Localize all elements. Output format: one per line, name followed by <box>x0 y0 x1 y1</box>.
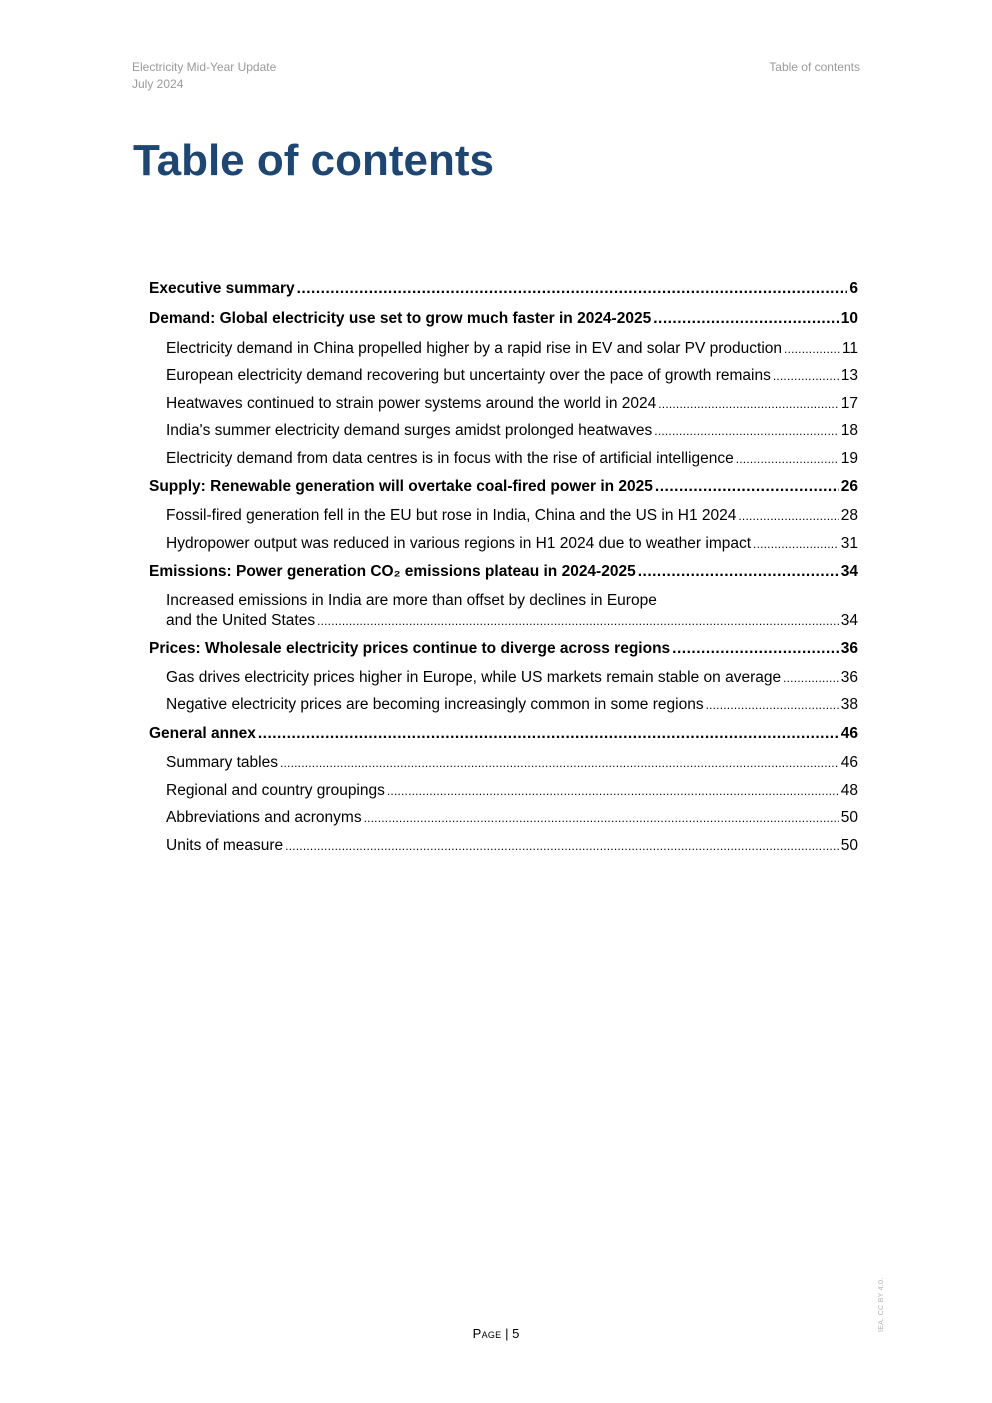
toc-entry-page: 19 <box>840 450 858 467</box>
toc-leader <box>317 612 839 630</box>
toc-entry-label: Heatwaves continued to strain power systems around the world in 2024 <box>166 395 657 412</box>
toc-entry-page: 11 <box>841 340 858 357</box>
toc-leader <box>387 782 839 800</box>
toc-entry[interactable] <box>149 280 858 302</box>
toc-entry-label: India's summer electricity demand surges amidst prolonged heatwaves <box>166 422 653 439</box>
toc-entry-page: 18 <box>840 422 858 439</box>
toc-entry-label: Fossil-fired generation fell in the EU but rose in India, China and the US in H1 2024 <box>166 507 737 524</box>
toc-entry-label: Supply: Renewable generation will overtake coal-fired power in 2025 <box>149 478 653 495</box>
toc-entry-label: Hydropower output was reduced in various regions in H1 2024 due to weather impact <box>166 535 752 552</box>
report-date: July 2024 <box>132 77 184 91</box>
license-note: IEA. CC BY 4.0. <box>878 1277 885 1332</box>
running-header-left <box>132 59 276 93</box>
toc-entry-page: 34 <box>840 612 858 629</box>
toc-subentry[interactable] <box>149 592 858 632</box>
toc-entry-page: 50 <box>840 809 858 826</box>
toc-leader <box>736 450 839 468</box>
toc-entry-label: Executive summary <box>149 280 295 297</box>
toc-subentry[interactable] <box>149 809 858 831</box>
toc-subentry[interactable] <box>149 340 858 362</box>
toc-entry-page: 28 <box>840 507 858 524</box>
toc-entry[interactable] <box>149 478 858 500</box>
toc-entry-page: 31 <box>840 535 858 552</box>
toc-entry-label-continued: and the United States <box>166 612 316 629</box>
toc-leader <box>297 280 848 298</box>
toc-leader <box>653 310 839 328</box>
toc-entry[interactable] <box>149 725 858 747</box>
page-title: Table of contents <box>133 136 494 185</box>
toc-entry-page: 26 <box>840 478 858 495</box>
toc-entry-page: 46 <box>840 725 858 742</box>
toc-entry-label: Negative electricity prices are becoming increasingly common in some regions <box>166 696 704 713</box>
toc-entry-label: European electricity demand recovering but uncertainty over the pace of growth remains <box>166 367 771 384</box>
toc-subentry[interactable] <box>149 367 858 389</box>
toc-entry-label: Increased emissions in India are more than offset by declines in Europe <box>166 592 657 609</box>
toc-entry[interactable] <box>149 640 858 662</box>
toc-leader <box>285 837 839 855</box>
toc-subentry[interactable] <box>149 422 858 444</box>
toc-entry-label: Electricity demand from data centres is in focus with the rise of artificial intelligence <box>166 450 734 467</box>
toc-subentry[interactable] <box>149 782 858 804</box>
toc-entry-page: 48 <box>840 782 858 799</box>
toc-leader <box>706 696 839 714</box>
toc-subentry[interactable] <box>149 507 858 529</box>
toc-entry-page: 34 <box>840 563 858 580</box>
toc-entry-page: 17 <box>840 395 858 412</box>
toc-entry-label: Regional and country groupings <box>166 782 385 799</box>
toc-entry-label: Emissions: Power generation CO₂ emissions plateau in 2024-2025 <box>149 563 636 580</box>
toc-leader <box>638 563 839 581</box>
page-separator: | <box>505 1326 509 1341</box>
toc-subentry[interactable] <box>149 837 858 859</box>
running-header-right <box>769 59 860 76</box>
toc-leader <box>738 507 838 525</box>
toc-subentry[interactable] <box>149 395 858 417</box>
toc-leader <box>364 809 839 827</box>
toc-leader <box>654 422 838 440</box>
toc-entry-page: 36 <box>840 640 858 657</box>
toc-entry-label: Electricity demand in China propelled higher by a rapid rise in EV and solar PV production <box>166 340 783 357</box>
toc-entry-page: 46 <box>840 754 858 771</box>
toc-subentry[interactable] <box>149 535 858 557</box>
section-name: Table of contents <box>769 60 860 74</box>
toc-entry-label: Gas drives electricity prices higher in Europe, while US markets remain stable on average <box>166 669 782 686</box>
toc-entry-label: Units of measure <box>166 837 284 854</box>
toc-entry-label: Summary tables <box>166 754 278 771</box>
toc-entry-page: 38 <box>840 696 858 713</box>
toc-subentry[interactable] <box>149 450 858 472</box>
toc-leader <box>773 367 839 385</box>
toc-entry-page: 6 <box>849 280 858 297</box>
toc-leader <box>655 478 839 496</box>
toc-leader <box>658 395 839 413</box>
report-title: Electricity Mid-Year Update <box>132 60 277 74</box>
page-footer <box>0 1326 992 1341</box>
toc-entry-label: General annex <box>149 725 256 742</box>
page-word: Page <box>472 1326 502 1341</box>
toc-entry[interactable] <box>149 563 858 585</box>
toc-entry-page: 36 <box>840 669 858 686</box>
toc-leader <box>280 754 839 772</box>
toc-leader <box>783 669 839 687</box>
toc-entry-page: 13 <box>840 367 858 384</box>
toc-leader <box>753 535 839 553</box>
toc-leader <box>784 340 840 358</box>
toc-leader <box>672 640 839 658</box>
toc-entry-page: 10 <box>840 310 858 327</box>
toc-subentry[interactable] <box>149 669 858 691</box>
toc-entry-page: 50 <box>840 837 858 854</box>
toc-entry-label: Demand: Global electricity use set to grow much faster in 2024-2025 <box>149 310 652 327</box>
toc-subentry[interactable] <box>149 754 858 776</box>
toc-entry-label: Abbreviations and acronyms <box>166 809 362 826</box>
toc-subentry[interactable] <box>149 696 858 718</box>
page-number: 5 <box>512 1326 520 1341</box>
toc-entry-label: Prices: Wholesale electricity prices continue to diverge across regions <box>149 640 671 657</box>
toc-leader <box>258 725 839 743</box>
toc-entry[interactable] <box>149 310 858 332</box>
